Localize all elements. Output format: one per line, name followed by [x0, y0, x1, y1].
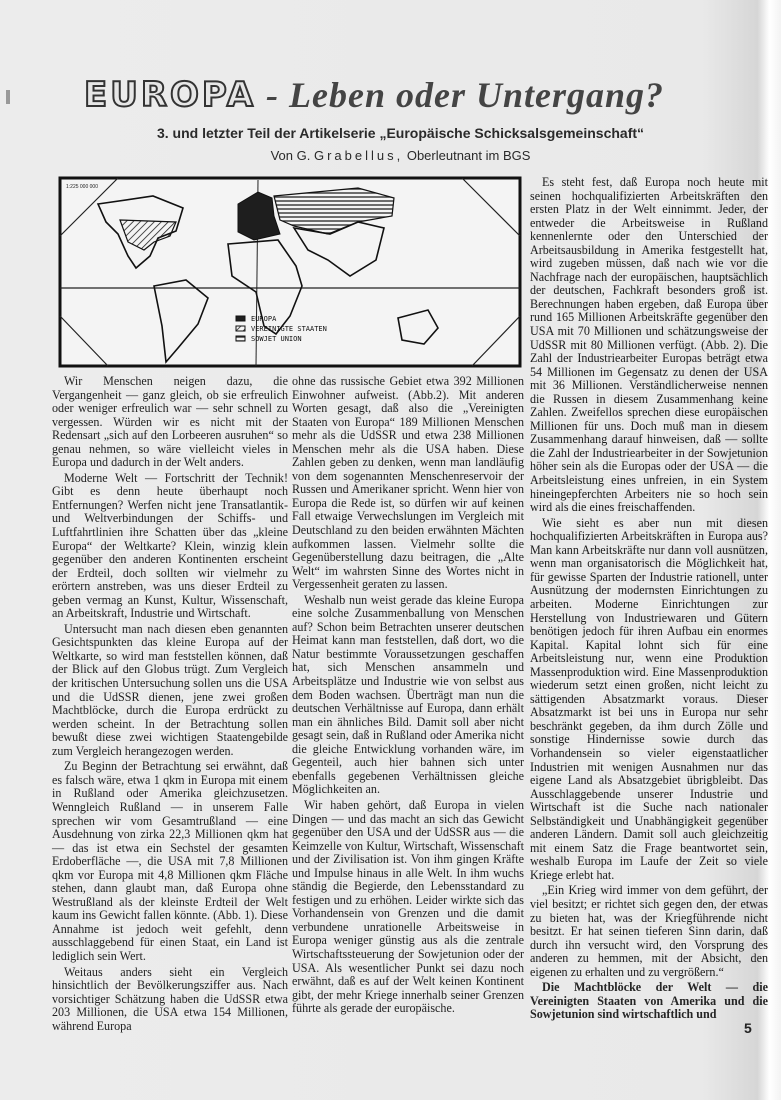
byline-author: Grabellus, [313, 148, 404, 163]
column-1 [52, 375, 288, 1035]
legend-usa: VEREINIGTE STAATEN [251, 325, 327, 333]
article-title [84, 74, 724, 124]
title-tagline: - Leben oder Untergang? [266, 75, 665, 115]
byline [0, 148, 781, 163]
paragraph: ohne das russische Gebiet etwa 392 Millionen Einwohner aufweist. (Abb.2). Mit anderen Worten gesagt, daß also die „Vereinigten Staaten von Europa“ 189 Millionen Menschen mehr als die UdSSR und etwa 238 Millionen Menschen mehr als die USA haben. Diese Zahlen geben zu denken, wenn man landläufig von dem sogenannten Menschenreservoir der Russen und Amerikaner spricht. Wenn hier von Europa die Rede ist, so dürfen wir auf keinen Fall etwaige Verwechslungen im Vergleich mit Deutschland zu den beiden erwähnten Mächten aufkommen lassen. Vielmehr sollte die Gegenüberstellung dazu beitragen, die „Alte Welt“ im wahrsten Sinne des Wortes nicht in Vergessenheit geraten zu lassen. [292, 374, 524, 592]
paragraph: „Ein Krieg wird immer von dem geführt, der viel besitzt; er richtet sich gegen den, der etwas zu bieten hat, was der Kriegführende nicht besitzt. Er hat seinen tieferen Sinn darin, daß durch ihn versucht wird, den Vorsprung des anderen zu hemmen, mit der Absicht, den eigenen zu erhalten und zu vergrößern.“ [530, 883, 768, 979]
paragraph: Weshalb nun weist gerade das kleine Europa eine solche Zusammenballung von Menschen auf? Schon beim Betrachten unserer deutschen Heimat kann man feststellen, daß dort, wo die Natur bestimmte Voraussetzungen geschaffen hat, sich Menschen ansammeln und Arbeitsplätze und Industrie wie von selbst aus dem Boden wachsen. Überträgt man nun die deutschen Verhältnisse auf Europa, dann erhält man ein ähnliches Bild. Damit soll aber nicht gesagt sein, daß in Rußland oder Amerika nicht die gleiche Entwicklung vorhanden wäre, im Gegenteil, auch hier bahnen sich unter ebenfalls gegebenen Verhältnissen gleiche Möglichkeiten an. [292, 592, 524, 797]
paragraph: Es steht fest, daß Europa noch heute mit seinen hochqualifizierten Arbeitskräften den ersten Platz in der Welt einnimmt. Jeder, der entweder die Arbeitsweise in Rußland kennenlernte oder den Unterschied der Arbeitsausbildung in Amerika festgestellt hat, wird zugeben müssen, daß nach wie vor die Nachfrage nach der europäischen, hauptsächlich der deutschen, Fachkraft besonders groß ist. Berechnungen haben ergeben, daß Europa über rund 165 Millionen Arbeitskräfte gegenüber den USA mit 70 Millionen und schätzungsweise der UdSSR mit 80 Millionen verfügt. (Abb. 2). Die Zahl der Industriearbeiter Europas beträgt etwa 54 Millionen im Gegensatz zu denen der USA mit 36 Millionen. Verständlicherweise nennen die Russen in diesem Zusammenhang keine Zahlen. Zweifellos sprechen diese europäischen Millionen für uns. Doch muß man in diesem Zusammenhang darauf hinweisen, daß — sollte die Zahl der Industriearbeiter in der Sowjetunion höher sein als die Europas oder der USA — die Arbeitsleistung eines unfreien, in ein System hineingepferchten Arbeiters nie so hoch sein wird als die eines freischaffenden. [530, 175, 768, 515]
map-scale: 1:225 000 000 [66, 184, 98, 190]
world-map-figure [58, 176, 522, 368]
legend-europa: EUROPA [251, 315, 277, 323]
paragraph: Wie sieht es aber nun mit diesen hochqualifizierten Arbeitskräften in Europa aus? Man kann Arbeitskräfte nur dann voll ausnützen, wenn man organisatorisch die Möglichkeit hat, für gewisse Sparten der Industrie rationell, unter Ausnützung der modernsten Einrichtungen zu arbeiten. Moderne Einrichtungen zur Herstellung von Industriewaren und Gütern benötigen jedoch für ihren Aufbau ein enormes Kapital. Kapital lohnt sich für eine Arbeitsleistung nur, wenn eine Produktion Massenproduktion wird. Eine Massenproduktion wiederum setzt einen großen, nicht leicht zu sättigenden Absatzmarkt voraus. Dieser Absatzmarkt ist bei uns in Europa nur sehr beschränkt gegeben, da ihm durch Zölle und sonstige Hindernisse sowie durch das Vorhandensein so vieler eigenstaatlicher Industrien mit wenigen Ausnahmen nur das eigene Land als Absatzgebiet übrigbleibt. Das Ausschlaggebende unserer Industrie und Wirtschaft ist die Suche nach nationaler Selbständigkeit und Unabhängigkeit gegenüber anderen Ländern. Damit soll auch gleichzeitig mit einem Satz die Frage beantwortet sein, weshalb Europa im Laufe der Zeit so viele Kriege erlebt hat. [530, 515, 768, 882]
legend-swatch-ussr [236, 336, 245, 341]
punch-mark [6, 90, 10, 104]
legend-swatch-usa [236, 326, 245, 331]
legend-ussr: SOWJET UNION [251, 335, 302, 343]
column-2 [292, 375, 524, 1018]
paragraph: Wir haben gehört, daß Europa in vielen Dingen — und das macht an sich das Gewicht gegenüber den USA und der UdSSR aus — die Keimzelle von Kultur, Wirtschaft, Wissenschaft und der Zivilisation ist. Von ihm gingen Kräfte und Impulse hinaus in alle Welt. In ihm wuchs ständig die Begierde, den Lebensstandard zu festigen und zu erhöhen. Leider wirkte sich das Vorhandensein von Grenzen und die damit verbundene unrationelle Arbeitsweise in Europa weniger günstig aus als die zentrale Wirtschaftssteuerung der Sowjetunion oder der USA. Als wesentlicher Punkt sei dazu noch erwähnt, daß es auf der Welt keinen Kontinent gibt, der mehr Kriege innerhalb seiner Grenzen führte als gerade der europäische. [292, 797, 524, 1016]
paragraph: Wir Menschen neigen dazu, die Vergangenheit — ganz gleich, ob sie erfreulich oder weniger erfreulich war — sehr schnell zu vergessen. Würden wir es nicht mit der Redensart „sich auf den Lorbeeren ausruhen“ so genau nehmen, so wäre vielleicht vieles in Europa und dadurch in der Welt anders. [52, 374, 288, 470]
paragraph: Weitaus anders sieht ein Vergleich hinsichtlich der Bevölkerungsziffer aus. Nach vorsichtiger Schätzung haben die UdSSR etwa 203 Millionen, die USA etwa 154 Millionen, während Europa [52, 964, 288, 1033]
column-3 [530, 176, 768, 1024]
byline-prefix: Von G. [270, 148, 311, 163]
paragraph: Die Machtblöcke der Welt — die Vereinigten Staaten von Amerika und die Sowjetunion sind wirtschaftlich und [530, 980, 768, 1022]
byline-rank: Oberleutnant im BGS [406, 148, 531, 163]
paragraph: Untersucht man nach diesen eben genannten Gesichtspunkten das kleine Europa auf der Weltkarte, so wird man feststellen können, daß der Blick auf den Globus trügt. Zum Vergleich der kritischen Untersuchung sollen uns die USA und die UdSSR dienen, jene zwei großen Machtblöcke, durch die Europa erdrückt zu werden scheint. In der Betrachtung sollen bewußt diese zwei wichtigen Staatengebilde zum Vergleich herangezogen werden. [52, 621, 288, 758]
page-number: 5 [744, 1020, 752, 1036]
article-subtitle: 3. und letzter Teil der Artikelserie „Europäische Schicksalsgemeinschaft“ [156, 125, 645, 141]
legend-swatch-europa [236, 316, 245, 321]
paragraph: Zu Beginn der Betrachtung sei erwähnt, daß es falsch wäre, etwa 1 qkm in Europa mit einem in Rußland oder Amerika gleichzusetzen. Wenngleich Rußland — in unserem Falle sprechen wir vom Gesamtrußland — eine Ausdehnung von zirka 22,3 Millionen qkm hat — das ist etwa ein Sechstel der gesamten Erdoberfläche —, die USA mit 7,8 Millionen qkm vor Europa mit 4,8 Millionen qkm Fläche stehen, dann glaubt man, daß Europa ohne Westrußland als der kleinste Erdteil der Welt kaum ins Gewicht fallen könnte. (Abb. 1). Diese Annahme ist jedoch weit gefehlt, denn ausschlaggebend für einen Staat, ein Land ist lediglich sein Wert. [52, 759, 288, 963]
title-europa: EUROPA [84, 75, 257, 115]
paragraph: Moderne Welt — Fortschritt der Technik! Gibt es denn heute überhaupt noch Entfernungen? Werfen nicht jene Transatlantik- und Weltverbindungen der Schiffs- und Luftfahrtlinien ihre Schatten über das „kleine Europa“ der Weltkarte? Klein, winzig klein gegenüber den anderen Kontinenten erscheint der Erdteil, doch sollten wir vielmehr zu erörtern anstreben, was uns dieser Erdteil zu geben vermag an Kunst, Kultur, Wissenschaft, an Arbeitskraft, Industrie und Wirtschaft. [52, 470, 288, 621]
